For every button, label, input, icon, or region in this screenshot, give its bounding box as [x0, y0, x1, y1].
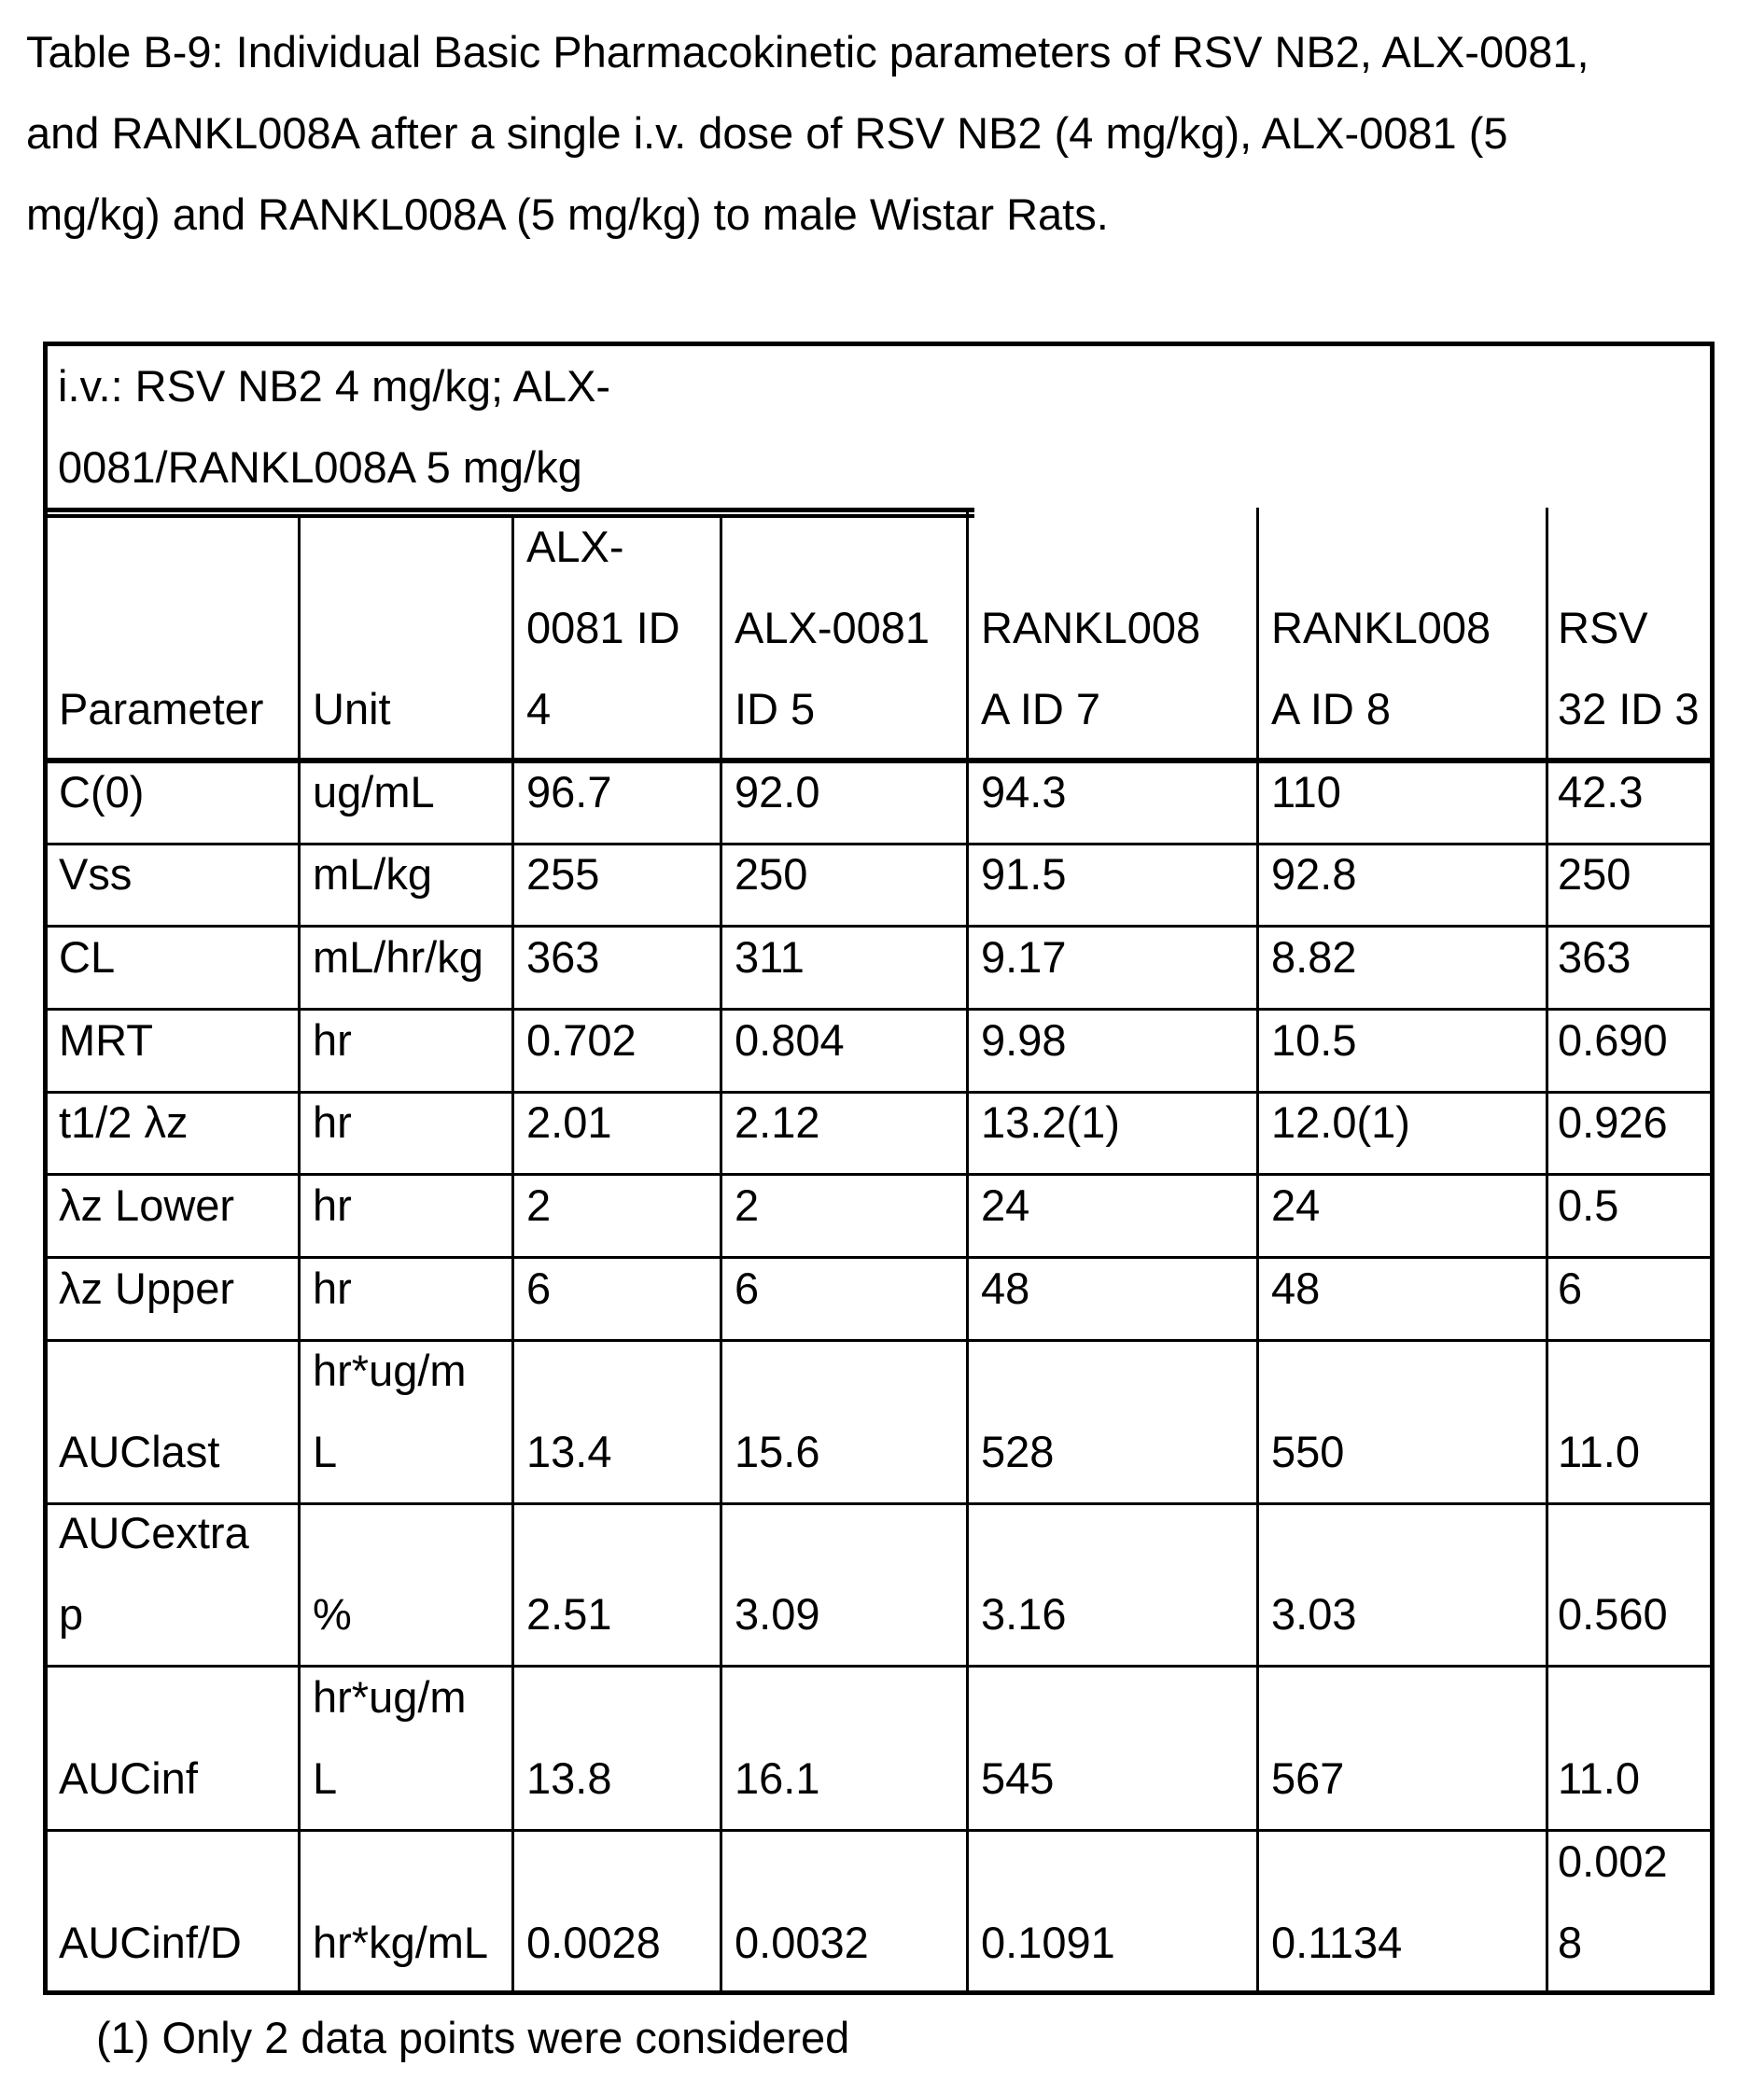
cell-text: hr*ug/m: [313, 1672, 467, 1722]
cell-rankl008a-id-7: [967, 926, 1257, 1007]
cell-text: C(0): [59, 767, 145, 817]
row-unit: [299, 844, 512, 924]
cell-alx-0081-id-4: [512, 926, 721, 1007]
row-parameter: [45, 1257, 299, 1338]
cell-text: λz Upper: [59, 1263, 235, 1313]
cell-text: 13.4: [526, 1427, 612, 1476]
cell-text: hr*ug/m: [313, 1346, 467, 1395]
cell-text: 250: [735, 849, 808, 899]
cell-text: hr: [313, 1015, 352, 1065]
cell-text: 363: [1558, 932, 1631, 982]
cell-rsv-nb2-id-3: [1547, 1666, 1715, 1828]
cell-text: 0.1134: [1271, 1918, 1403, 1967]
cell-rankl008a-id-8: [1257, 1503, 1547, 1664]
caption-line-1: i.v.: RSV NB2 4 mg/kg; ALX-: [58, 361, 611, 411]
row-parameter: [45, 926, 299, 1007]
cell-alx-0081-id-5: [721, 1503, 967, 1664]
cell-text: t1/2 λz: [59, 1097, 189, 1147]
row-unit: [299, 1009, 512, 1090]
cell-text: 363: [526, 932, 600, 982]
cell-rankl008a-id-8: [1257, 1340, 1547, 1501]
cell-alx-0081-id-5: [721, 1830, 967, 1992]
cell-rankl008a-id-7: [967, 1340, 1257, 1501]
cell-text: 11.0: [1558, 1753, 1640, 1803]
cell-alx-0081-id-5: [721, 1009, 967, 1090]
cell-rsv-nb2-id-3: [1547, 1830, 1715, 1992]
cell-alx-0081-id-5: [721, 1666, 967, 1828]
cell-text: 15.6: [735, 1427, 820, 1476]
row-unit: [299, 1503, 512, 1664]
cell-rankl008a-id-8: [1257, 1666, 1547, 1828]
cell-text: 8.82: [1271, 932, 1357, 982]
cell-alx-0081-id-5: [721, 844, 967, 924]
cell-rsv-nb2-id-3: [1547, 844, 1715, 924]
cell-rankl008a-id-7: [967, 1092, 1257, 1172]
cell-text: 9.98: [981, 1015, 1067, 1065]
cell-text: ALX-0081: [735, 603, 931, 652]
cell-rankl008a-id-8: [1257, 761, 1547, 842]
cell-text: 0081 ID: [526, 603, 680, 652]
cell-rankl008a-id-8: [1257, 1092, 1547, 1172]
cell-text: L: [313, 1753, 338, 1803]
header-parameter: [45, 510, 299, 759]
cell-alx-0081-id-4: [512, 1257, 721, 1338]
cell-text: 0.926: [1558, 1097, 1668, 1147]
cell-text: 550: [1271, 1427, 1345, 1476]
cell-rankl008a-id-8: [1257, 926, 1547, 1007]
cell-text: 10.5: [1271, 1015, 1357, 1065]
cell-rankl008a-id-8: [1257, 1257, 1547, 1338]
cell-rsv-nb2-id-3: [1547, 1092, 1715, 1172]
cell-text: 0.702: [526, 1015, 637, 1065]
cell-rankl008a-id-7: [967, 1830, 1257, 1992]
cell-text: Vss: [59, 849, 133, 899]
cell-text: 3.03: [1271, 1589, 1357, 1639]
cell-alx-0081-id-4: [512, 1830, 721, 1992]
row-unit: [299, 1830, 512, 1992]
cell-text: 0.002: [1558, 1836, 1668, 1886]
cell-text: %: [313, 1589, 352, 1639]
cell-text: RANKL008: [1271, 603, 1491, 652]
cell-alx-0081-id-4: [512, 1174, 721, 1255]
row-parameter: [45, 1174, 299, 1255]
cell-rankl008a-id-7: [967, 1666, 1257, 1828]
title-line-3: mg/kg) and RANKL008A (5 mg/kg) to male Wistar Rats.: [26, 189, 1109, 239]
row-parameter: [45, 1503, 299, 1664]
cell-text: 0.0032: [735, 1918, 869, 1967]
cell-text: 0.804: [735, 1015, 845, 1065]
cell-text: AUCextra: [59, 1508, 249, 1557]
cell-text: 11.0: [1558, 1427, 1640, 1476]
row-parameter: [45, 1092, 299, 1172]
cell-text: 110: [1271, 767, 1341, 817]
cell-text: 96.7: [526, 767, 612, 817]
cell-alx-0081-id-5: [721, 1092, 967, 1172]
title-line-2: and RANKL008A after a single i.v. dose of RSV NB2 (4 mg/kg), ALX-0081 (5: [26, 108, 1508, 158]
cell-text: 6: [735, 1263, 760, 1313]
cell-text: AUCinf/D: [59, 1918, 242, 1967]
cell-text: 3.16: [981, 1589, 1067, 1639]
cell-text: mL/hr/kg: [313, 932, 483, 982]
cell-text: 528: [981, 1427, 1055, 1476]
row-parameter: [45, 1666, 299, 1828]
cell-rsv-nb2-id-3: [1547, 1174, 1715, 1255]
cell-text: 2: [526, 1180, 552, 1230]
row-unit: [299, 1666, 512, 1828]
cell-rankl008a-id-7: [967, 1174, 1257, 1255]
cell-text: RSV: [1558, 603, 1648, 652]
row-unit: [299, 1174, 512, 1255]
cell-text: Parameter: [59, 684, 264, 733]
cell-text: Unit: [313, 684, 391, 733]
cell-rankl008a-id-8: [1257, 844, 1547, 924]
table-caption: [58, 345, 610, 508]
cell-alx-0081-id-4: [512, 761, 721, 842]
cell-rankl008a-id-8: [1257, 1009, 1547, 1090]
row-unit: [299, 1340, 512, 1501]
cell-text: 6: [526, 1263, 552, 1313]
cell-text: 0.1091: [981, 1918, 1115, 1967]
cell-rsv-nb2-id-3: [1547, 1257, 1715, 1338]
cell-text: 250: [1558, 849, 1631, 899]
cell-text: hr: [313, 1263, 352, 1313]
cell-rankl008a-id-7: [967, 761, 1257, 842]
cell-text: 42.3: [1558, 767, 1644, 817]
cell-rankl008a-id-8: [1257, 1174, 1547, 1255]
cell-rankl008a-id-7: [967, 844, 1257, 924]
cell-text: AUClast: [59, 1427, 220, 1476]
row-parameter: [45, 761, 299, 842]
cell-text: 0.560: [1558, 1589, 1668, 1639]
cell-text: ID 5: [735, 684, 816, 733]
cell-text: 0.5: [1558, 1180, 1619, 1230]
cell-text: 2.12: [735, 1097, 820, 1147]
row-unit: [299, 1257, 512, 1338]
cell-text: AUCinf: [59, 1753, 198, 1803]
cell-text: 12.0(1): [1271, 1097, 1410, 1147]
cell-text: p: [59, 1589, 84, 1639]
cell-alx-0081-id-5: [721, 761, 967, 842]
cell-text: 48: [1271, 1263, 1321, 1313]
cell-text: L: [313, 1427, 338, 1476]
cell-text: λz Lower: [59, 1180, 235, 1230]
header-rankl008a-id-7: [967, 510, 1257, 759]
header-unit: [299, 510, 512, 759]
cell-rankl008a-id-8: [1257, 1830, 1547, 1992]
row-unit: [299, 926, 512, 1007]
cell-text: 567: [1271, 1753, 1345, 1803]
row-unit: [299, 761, 512, 842]
cell-text: RANKL008: [981, 603, 1201, 652]
cell-text: 24: [981, 1180, 1030, 1230]
cell-text: 311: [735, 932, 805, 982]
cell-rsv-nb2-id-3: [1547, 926, 1715, 1007]
cell-text: 545: [981, 1753, 1055, 1803]
cell-text: 3.09: [735, 1589, 820, 1639]
cell-rsv-nb2-id-3: [1547, 1503, 1715, 1664]
cell-text: 6: [1558, 1263, 1583, 1313]
cell-alx-0081-id-4: [512, 1666, 721, 1828]
row-unit: [299, 1092, 512, 1172]
cell-rankl008a-id-7: [967, 1257, 1257, 1338]
cell-alx-0081-id-4: [512, 1009, 721, 1090]
footnote: (1) Only 2 data points were considered: [96, 2013, 850, 2062]
cell-text: 48: [981, 1263, 1030, 1313]
cell-text: 2.01: [526, 1097, 612, 1147]
row-parameter: [45, 1830, 299, 1992]
cell-alx-0081-id-5: [721, 926, 967, 1007]
cell-alx-0081-id-4: [512, 1092, 721, 1172]
cell-text: 13.2(1): [981, 1097, 1120, 1147]
cell-text: hr: [313, 1180, 352, 1230]
title-line-1: Table B-9: Individual Basic Pharmacokinetic parameters of RSV NB2, ALX-0081,: [26, 27, 1589, 77]
cell-alx-0081-id-4: [512, 844, 721, 924]
cell-alx-0081-id-5: [721, 1257, 967, 1338]
cell-text: 8: [1558, 1918, 1583, 1967]
cell-text: CL: [59, 932, 116, 982]
cell-rsv-nb2-id-3: [1547, 1009, 1715, 1090]
cell-alx-0081-id-5: [721, 1340, 967, 1501]
cell-text: 255: [526, 849, 600, 899]
cell-text: 9.17: [981, 932, 1067, 982]
caption-line-2: 0081/RANKL008A 5 mg/kg: [58, 442, 582, 492]
row-parameter: [45, 1009, 299, 1090]
cell-text: MRT: [59, 1015, 153, 1065]
cell-text: 0.690: [1558, 1015, 1668, 1065]
cell-rsv-nb2-id-3: [1547, 761, 1715, 842]
cell-rankl008a-id-7: [967, 1503, 1257, 1664]
cell-rsv-nb2-id-3: [1547, 1340, 1715, 1501]
cell-alx-0081-id-4: [512, 1340, 721, 1501]
cell-text: 13.8: [526, 1753, 612, 1803]
cell-text: A ID 7: [981, 684, 1101, 733]
header-rankl008a-id-8: [1257, 510, 1547, 759]
row-parameter: [45, 844, 299, 924]
cell-text: 16.1: [735, 1753, 820, 1803]
cell-text: A ID 8: [1271, 684, 1392, 733]
cell-alx-0081-id-5: [721, 1174, 967, 1255]
cell-text: 0.0028: [526, 1918, 661, 1967]
header-rsv-nb2-id-3: [1547, 510, 1715, 759]
cell-text: hr*kg/mL: [313, 1918, 489, 1967]
cell-text: 4: [526, 684, 552, 733]
cell-text: hr: [313, 1097, 352, 1147]
cell-text: 92.0: [735, 767, 820, 817]
row-parameter: [45, 1340, 299, 1501]
header-alx-0081-id-5: [721, 510, 967, 759]
cell-text: mL/kg: [313, 849, 432, 899]
cell-text: 91.5: [981, 849, 1067, 899]
cell-text: 24: [1271, 1180, 1321, 1230]
cell-alx-0081-id-4: [512, 1503, 721, 1664]
cell-text: 94.3: [981, 767, 1067, 817]
cell-rankl008a-id-7: [967, 1009, 1257, 1090]
cell-text: 92.8: [1271, 849, 1357, 899]
cell-text: 2: [735, 1180, 760, 1230]
cell-text: 32 ID 3: [1558, 684, 1700, 733]
cell-text: ug/mL: [313, 767, 435, 817]
header-alx-0081-id-4: [512, 510, 721, 759]
table-title: [26, 11, 1743, 255]
cell-text: ALX-: [526, 522, 624, 571]
cell-text: 2.51: [526, 1589, 612, 1639]
